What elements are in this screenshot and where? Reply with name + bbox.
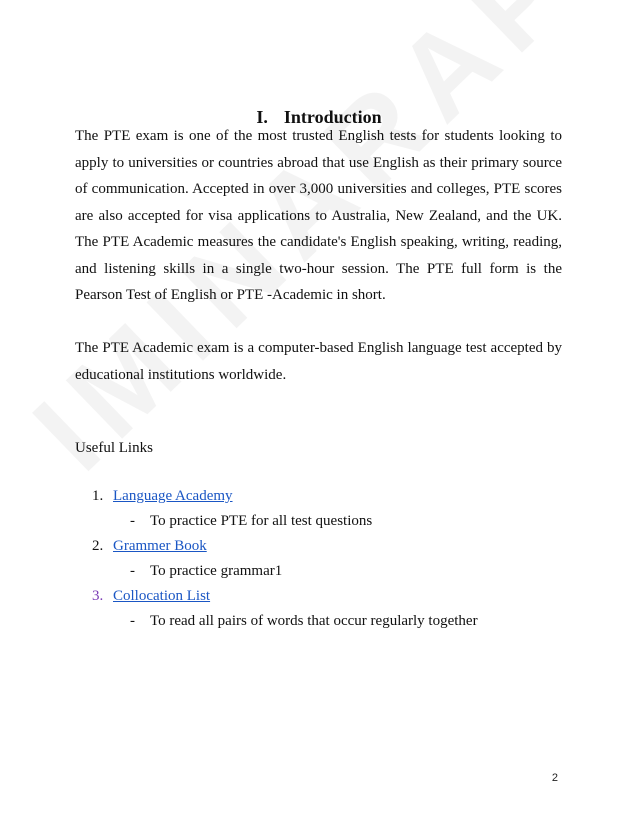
useful-links-list bbox=[0, 484, 638, 634]
list-item-number: 2. bbox=[92, 538, 104, 554]
dash-bullet: - bbox=[130, 513, 135, 529]
list-item-detail bbox=[0, 559, 638, 584]
computer-based-paragraph: The PTE Academic exam is a computer-based English language test accepted by educational institutions worldwide. bbox=[75, 340, 562, 383]
page-number: 2 bbox=[551, 772, 558, 784]
language-academy-link[interactable]: Language Academy bbox=[113, 488, 233, 504]
list-item-detail bbox=[0, 609, 638, 634]
list-item bbox=[0, 584, 638, 609]
section-title: Introduction bbox=[283, 107, 382, 127]
useful-links-heading: Useful Links bbox=[75, 440, 153, 456]
list-item-number: 3. bbox=[92, 588, 104, 604]
intro-paragraph: The PTE exam is one of the most trusted English tests for students looking to apply to universities or countries abroad that use English as their primary source of communication. Accepted in over 3,000 universities and colleges, PTE scores are also accepted for visa applications to Australia, New Zealand, and the UK. The PTE Academic measures the candidate's English speaking, writing, reading, and listening skills in a single two-hour session. The PTE full form is the Pearson Test of English or PTE -Academic in short. bbox=[75, 128, 562, 303]
dash-bullet: - bbox=[130, 613, 135, 629]
list-item-detail bbox=[0, 509, 638, 534]
grammer-book-link[interactable]: Grammer Book bbox=[113, 538, 207, 554]
dash-bullet: - bbox=[130, 563, 135, 579]
list-item-description: To practice PTE for all test questions bbox=[150, 513, 373, 529]
collocation-list-link[interactable]: Collocation List bbox=[113, 588, 211, 604]
section-number: I. bbox=[256, 107, 268, 127]
list-item-description: To read all pairs of words that occur regularly together bbox=[150, 613, 478, 629]
list-item-number: 1. bbox=[92, 488, 104, 504]
list-item bbox=[0, 484, 638, 509]
list-item-description: To practice grammar1 bbox=[150, 563, 283, 579]
list-item bbox=[0, 534, 638, 559]
